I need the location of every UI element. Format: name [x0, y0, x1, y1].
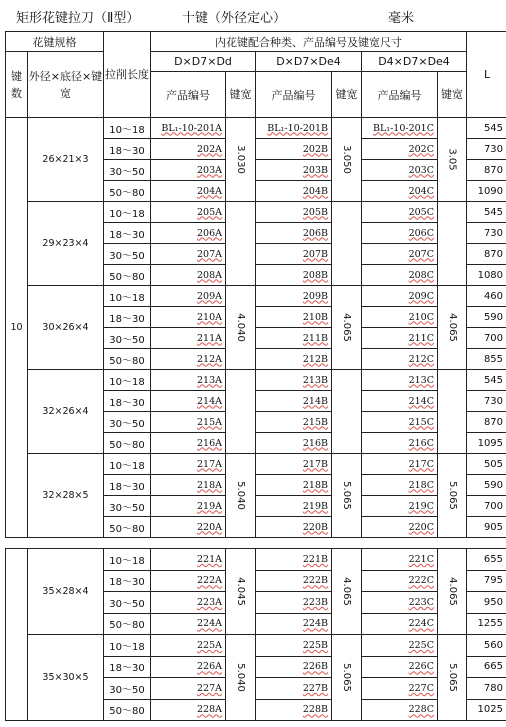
broach-length-cell: 10～18: [104, 549, 151, 571]
spline-spec-cell: 35×28×4: [28, 549, 104, 635]
product-code-c: [362, 433, 438, 454]
product-code-c: [362, 656, 438, 678]
product-code-text: 210C: [408, 311, 434, 323]
product-code-text: 209A: [197, 290, 222, 302]
unit-label: 毫米: [388, 11, 415, 26]
key-width-a: [226, 286, 256, 370]
product-code-text: 218B: [302, 479, 328, 491]
product-code-a: [151, 139, 226, 160]
product-code-a: [151, 286, 226, 307]
length-L-cell: 730: [467, 139, 506, 160]
product-code-a: [151, 517, 226, 538]
product-code-text: 215A: [197, 416, 222, 428]
broach-length-cell: 30～50: [104, 244, 151, 265]
product-code-a: [151, 656, 226, 678]
product-code-a: [151, 202, 226, 223]
product-code-a: [151, 370, 226, 391]
product-code-c: [362, 307, 438, 328]
product-code-text: 225C: [408, 639, 434, 651]
product-code-text: 207C: [408, 248, 434, 260]
product-code-text: 204A: [197, 185, 222, 197]
product-code-text: 220C: [408, 521, 434, 533]
key-width-a: [226, 549, 256, 635]
broach-length-cell: 50～80: [104, 349, 151, 370]
product-code-text: 215C: [408, 416, 434, 428]
header-L: L: [467, 32, 506, 118]
product-code-a: [151, 549, 226, 571]
key-width-text: 5.040: [234, 663, 246, 692]
product-code-a: [151, 307, 226, 328]
product-code-a: [151, 391, 226, 412]
key-width-text: 5.065: [340, 481, 352, 510]
key-width-text: 4.040: [234, 313, 246, 342]
broach-length-cell: 50～80: [104, 699, 151, 721]
key-width-c: [438, 202, 467, 286]
product-code-text: 216C: [408, 437, 434, 449]
product-code-a: [151, 118, 226, 139]
key-width-b: [332, 118, 362, 202]
product-code-b: [256, 517, 332, 538]
product-code-text: 214C: [408, 395, 434, 407]
product-code-text: 202C: [408, 143, 434, 155]
table-subtitle: 十键（外径定心）: [182, 11, 287, 26]
product-code-text: 222A: [197, 575, 222, 587]
product-code-c: [362, 678, 438, 700]
table-row: [6, 118, 506, 139]
product-code-b: [256, 328, 332, 349]
product-code-a: [151, 699, 226, 721]
broach-length-cell: 10～18: [104, 286, 151, 307]
length-L-cell: 730: [467, 391, 506, 412]
product-code-text: 226C: [408, 661, 434, 673]
product-code-text: 221A: [197, 553, 222, 565]
product-code-b: [256, 181, 332, 202]
broach-length-cell: 18～30: [104, 139, 151, 160]
key-width-text: 3.050: [340, 145, 352, 174]
product-code-c: [362, 328, 438, 349]
header-matching: 内花键配合种类、产品编号及键宽尺寸: [151, 32, 467, 52]
product-code-text: 212C: [408, 353, 434, 365]
product-code-a: [151, 592, 226, 614]
product-code-text: 224B: [302, 618, 328, 630]
product-code-text: 204C: [408, 185, 434, 197]
broach-length-cell: 30～50: [104, 328, 151, 349]
product-code-c: [362, 349, 438, 370]
product-code-a: [151, 635, 226, 657]
length-L-cell: 1080: [467, 265, 506, 286]
product-code-c: [362, 118, 438, 139]
length-L-cell: 870: [467, 244, 506, 265]
product-code-text: 221B: [302, 553, 328, 565]
broach-length-cell: 10～18: [104, 202, 151, 223]
product-code-c: [362, 370, 438, 391]
product-code-a: [151, 244, 226, 265]
product-code-text: 213C: [408, 374, 434, 386]
length-L-cell: 870: [467, 412, 506, 433]
product-code-text: 202B: [302, 143, 328, 155]
product-code-text: 211C: [408, 332, 434, 344]
header-code-a: 产品编号: [151, 72, 226, 118]
product-code-b: [256, 202, 332, 223]
product-code-text: 226A: [197, 661, 222, 673]
product-code-b: [256, 592, 332, 614]
header-type-a: D×D7×Dd: [151, 52, 256, 72]
table-row: [6, 549, 506, 571]
product-code-text: 223A: [197, 596, 222, 608]
product-code-c: [362, 139, 438, 160]
product-code-text: 227A: [197, 682, 222, 694]
header-key-count: 键数: [6, 52, 28, 118]
product-code-b: [256, 454, 332, 475]
broach-length-cell: 30～50: [104, 496, 151, 517]
product-code-b: [256, 391, 332, 412]
product-code-text: 206A: [197, 227, 222, 239]
length-L-cell: 700: [467, 328, 506, 349]
header-code-c: 产品编号: [362, 72, 438, 118]
broach-length-cell: 30～50: [104, 412, 151, 433]
key-width-c: [438, 118, 467, 202]
spline-spec-cell: 30×26×4: [28, 286, 104, 370]
product-code-b: [256, 223, 332, 244]
header-type-c: D4×D7×De4: [362, 52, 467, 72]
product-code-a: [151, 433, 226, 454]
product-code-c: [362, 412, 438, 433]
product-code-text: 213B: [302, 374, 328, 386]
product-code-text: 219C: [408, 500, 434, 512]
key-width-text: 5.065: [340, 663, 352, 692]
product-code-a: [151, 475, 226, 496]
product-code-text: 228A: [197, 704, 222, 716]
broach-length-cell: 18～30: [104, 391, 151, 412]
product-code-text: 208A: [197, 269, 222, 281]
product-code-text: 205B: [302, 206, 328, 218]
broach-length-cell: 50～80: [104, 181, 151, 202]
length-L-cell: 1095: [467, 433, 506, 454]
table-row: [6, 370, 506, 391]
product-code-text: 209B: [302, 290, 328, 302]
product-code-text: 211A: [197, 332, 222, 344]
product-code-a: [151, 181, 226, 202]
broach-length-cell: 30～50: [104, 160, 151, 181]
product-code-a: [151, 496, 226, 517]
key-width-text: 5.065: [446, 481, 458, 510]
title-bar: [0, 0, 506, 30]
broach-length-cell: 18～30: [104, 475, 151, 496]
broach-length-cell: 50～80: [104, 433, 151, 454]
key-width-b: [332, 635, 362, 721]
header-broach-length: 拉削长度: [104, 32, 151, 118]
header-width-c: 键宽: [438, 72, 467, 118]
product-code-b: [256, 244, 332, 265]
header-width-a: 键宽: [226, 72, 256, 118]
key-width-b: [332, 202, 362, 286]
spline-spec-cell: 26×21×3: [28, 118, 104, 202]
broach-length-cell: 10～18: [104, 454, 151, 475]
length-L-cell: 1255: [467, 613, 506, 635]
product-code-b: [256, 549, 332, 571]
length-L-cell: 950: [467, 592, 506, 614]
key-width-c: [438, 454, 467, 538]
key-width-text: 5.040: [234, 481, 246, 510]
broach-length-cell: 10～18: [104, 370, 151, 391]
product-code-b: [256, 307, 332, 328]
product-code-text: 216B: [302, 437, 328, 449]
product-code-b: [256, 433, 332, 454]
product-code-a: [151, 613, 226, 635]
table-row: [6, 635, 506, 657]
broach-length-cell: 50～80: [104, 613, 151, 635]
key-width-text: 3.05: [446, 148, 458, 171]
product-code-b: [256, 475, 332, 496]
product-code-a: [151, 678, 226, 700]
length-L-cell: 505: [467, 454, 506, 475]
product-code-text: 207B: [302, 248, 328, 260]
broach-length-cell: 30～50: [104, 592, 151, 614]
product-code-text: 220A: [197, 521, 222, 533]
length-L-cell: 700: [467, 496, 506, 517]
product-code-text: 222B: [302, 575, 328, 587]
product-code-text: 202A: [197, 143, 222, 155]
product-code-text: 216A: [197, 437, 222, 449]
product-code-c: [362, 635, 438, 657]
broach-length-cell: 18～30: [104, 307, 151, 328]
product-code-c: [362, 160, 438, 181]
product-code-a: [151, 160, 226, 181]
product-code-text: BL₁-10-201C: [372, 122, 434, 134]
product-code-c: [362, 549, 438, 571]
key-width-a: [226, 635, 256, 721]
product-code-text: 208C: [408, 269, 434, 281]
product-code-text: 221C: [408, 553, 434, 565]
product-code-c: [362, 202, 438, 223]
product-code-b: [256, 370, 332, 391]
product-code-b: [256, 678, 332, 700]
product-code-text: 223B: [302, 596, 328, 608]
product-code-a: [151, 223, 226, 244]
product-code-text: 211B: [302, 332, 328, 344]
spec-table-upper: [5, 31, 506, 538]
product-code-text: 203C: [408, 164, 434, 176]
product-code-c: [362, 570, 438, 592]
length-L-cell: 655: [467, 549, 506, 571]
product-code-text: 219A: [197, 500, 222, 512]
product-code-text: 207A: [197, 248, 222, 260]
product-code-text: 223C: [408, 596, 434, 608]
product-code-c: [362, 244, 438, 265]
product-code-c: [362, 454, 438, 475]
key-width-text: 5.065: [446, 663, 458, 692]
product-code-c: [362, 286, 438, 307]
product-code-text: 203A: [197, 164, 222, 176]
product-code-b: [256, 265, 332, 286]
product-code-c: [362, 181, 438, 202]
product-code-text: 217C: [408, 458, 434, 470]
product-code-text: 215B: [302, 416, 328, 428]
product-code-text: 205C: [408, 206, 434, 218]
product-code-text: BL₁-10-201A: [161, 122, 222, 134]
product-code-text: 224A: [197, 618, 222, 630]
table-row: [6, 454, 506, 475]
key-width-b: [332, 549, 362, 635]
key-width-a: [226, 454, 256, 538]
product-code-b: [256, 412, 332, 433]
product-code-text: 228B: [302, 704, 328, 716]
key-width-c: [438, 286, 467, 370]
product-code-text: 205A: [197, 206, 222, 218]
product-code-text: 209C: [408, 290, 434, 302]
product-code-text: 227C: [408, 682, 434, 694]
header-type-b: D×D7×De4: [256, 52, 362, 72]
key-width-c: [438, 549, 467, 635]
product-code-text: 212A: [197, 353, 222, 365]
product-code-text: 210B: [302, 311, 328, 323]
product-code-text: 203B: [302, 164, 328, 176]
product-code-b: [256, 635, 332, 657]
product-code-b: [256, 139, 332, 160]
product-code-b: [256, 613, 332, 635]
spline-spec-cell: 29×23×4: [28, 202, 104, 286]
product-code-b: [256, 570, 332, 592]
product-code-b: [256, 286, 332, 307]
key-width-a: [226, 118, 256, 202]
length-L-cell: 545: [467, 118, 506, 139]
product-code-text: 225A: [197, 639, 222, 651]
product-code-text: 204B: [302, 185, 328, 197]
product-code-text: 218A: [197, 479, 222, 491]
product-code-b: [256, 496, 332, 517]
key-width-text: 4.065: [446, 313, 458, 342]
product-code-text: 206B: [302, 227, 328, 239]
product-code-text: 208B: [302, 269, 328, 281]
spline-spec-cell: 32×26×4: [28, 370, 104, 454]
broach-length-cell: 50～80: [104, 265, 151, 286]
length-L-cell: 560: [467, 635, 506, 657]
spline-spec-cell: 32×28×5: [28, 454, 104, 538]
length-L-cell: 590: [467, 475, 506, 496]
length-L-cell: 855: [467, 349, 506, 370]
product-code-text: 212B: [302, 353, 328, 365]
product-code-a: [151, 412, 226, 433]
length-L-cell: 460: [467, 286, 506, 307]
product-code-text: 213A: [197, 374, 222, 386]
product-code-c: [362, 592, 438, 614]
spec-table-lower: [5, 548, 506, 721]
key-width-text: 4.045: [234, 577, 246, 606]
key-width-text: 4.065: [340, 577, 352, 606]
product-code-b: [256, 656, 332, 678]
broach-length-cell: 30～50: [104, 678, 151, 700]
table-row: [6, 286, 506, 307]
product-code-c: [362, 391, 438, 412]
product-code-b: [256, 160, 332, 181]
product-code-a: [151, 328, 226, 349]
product-code-text: 217B: [302, 458, 328, 470]
product-code-a: [151, 265, 226, 286]
product-code-a: [151, 349, 226, 370]
product-code-text: 228C: [408, 704, 434, 716]
key-width-b: [332, 454, 362, 538]
length-L-cell: 545: [467, 370, 506, 391]
product-code-a: [151, 454, 226, 475]
broach-length-cell: 18～30: [104, 570, 151, 592]
header-width-b: 键宽: [332, 72, 362, 118]
length-L-cell: 1090: [467, 181, 506, 202]
product-code-c: [362, 699, 438, 721]
product-code-text: 220B: [302, 521, 328, 533]
spline-spec-cell: 35×30×5: [28, 635, 104, 721]
product-code-b: [256, 349, 332, 370]
header-code-b: 产品编号: [256, 72, 332, 118]
key-width-text: 3.030: [234, 145, 246, 174]
key-count-cell-continued: [6, 549, 28, 721]
product-code-text: 214B: [302, 395, 328, 407]
product-code-text: BL₁-10-201B: [267, 122, 328, 134]
product-code-text: 225B: [302, 639, 328, 651]
product-code-c: [362, 517, 438, 538]
product-code-c: [362, 475, 438, 496]
length-L-cell: 780: [467, 678, 506, 700]
length-L-cell: 870: [467, 160, 506, 181]
length-L-cell: 905: [467, 517, 506, 538]
length-L-cell: 1025: [467, 699, 506, 721]
header-spline-spec: 花键规格: [6, 32, 104, 52]
product-code-text: 214A: [197, 395, 222, 407]
product-code-text: 218C: [408, 479, 434, 491]
product-code-c: [362, 496, 438, 517]
key-width-c: [438, 635, 467, 721]
length-L-cell: 730: [467, 223, 506, 244]
product-code-text: 224C: [408, 618, 434, 630]
broach-length-cell: 10～18: [104, 635, 151, 657]
broach-length-cell: 18～30: [104, 223, 151, 244]
broach-length-cell: 18～30: [104, 656, 151, 678]
key-width-a: [226, 370, 256, 454]
key-width-a: [226, 202, 256, 286]
product-code-text: 227B: [302, 682, 328, 694]
product-code-b: [256, 118, 332, 139]
key-width-b: [332, 286, 362, 370]
header-dims: 外径×底径×键宽: [28, 52, 104, 118]
length-L-cell: 590: [467, 307, 506, 328]
product-code-c: [362, 613, 438, 635]
table-row: [6, 202, 506, 223]
product-code-text: 206C: [408, 227, 434, 239]
table-title: 矩形花键拉刀（Ⅱ型）: [16, 11, 140, 26]
broach-length-cell: 50～80: [104, 517, 151, 538]
length-L-cell: 545: [467, 202, 506, 223]
product-code-b: [256, 699, 332, 721]
product-code-text: 219B: [302, 500, 328, 512]
broach-length-cell: 10～18: [104, 118, 151, 139]
product-code-text: 217A: [197, 458, 222, 470]
product-code-a: [151, 570, 226, 592]
key-width-b: [332, 370, 362, 454]
key-width-text: 4.065: [446, 577, 458, 606]
length-L-cell: 795: [467, 570, 506, 592]
product-code-text: 222C: [408, 575, 434, 587]
key-width-text: 4.065: [340, 313, 352, 342]
key-count-cell: 10: [6, 118, 28, 538]
product-code-c: [362, 223, 438, 244]
length-L-cell: 665: [467, 656, 506, 678]
page-break: [0, 540, 506, 544]
product-code-c: [362, 265, 438, 286]
product-code-text: 226B: [302, 661, 328, 673]
key-width-c: [438, 370, 467, 454]
product-code-text: 210A: [197, 311, 222, 323]
